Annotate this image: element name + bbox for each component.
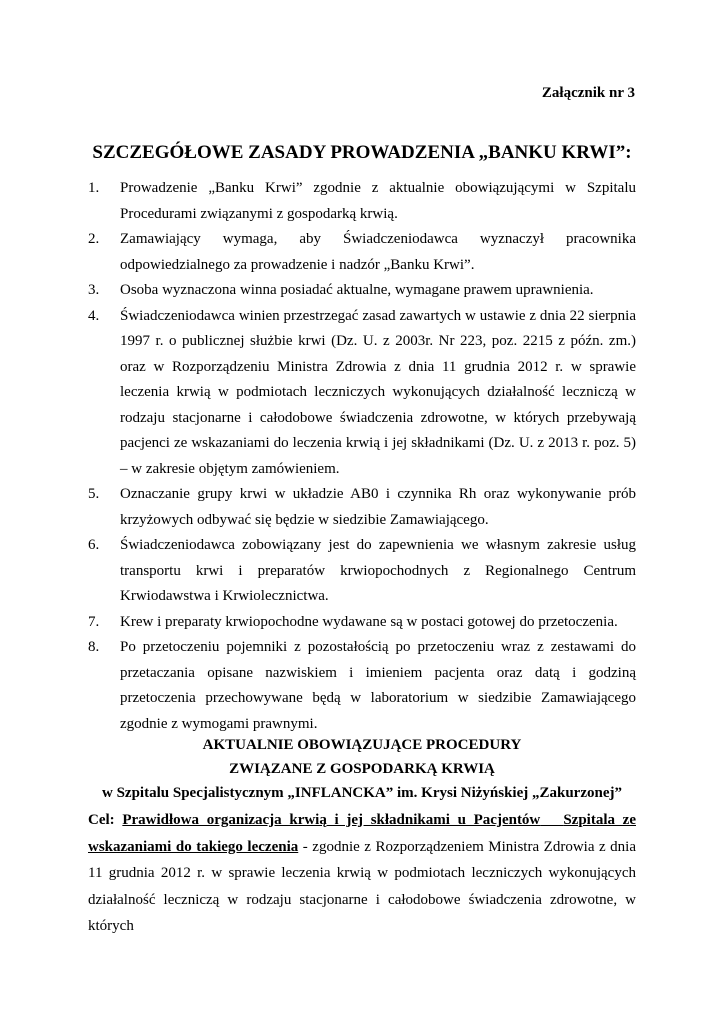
goal-underlined-text-2: Szpitala ze wskazaniami do takiego leczenia xyxy=(88,812,636,855)
procedures-heading-line-2: ZWIĄZANE Z GOSPODARKĄ KRWIĄ xyxy=(229,761,495,777)
goal-paragraph xyxy=(88,807,636,940)
annex-label: Załącznik nr 3 xyxy=(541,85,635,101)
list-item-number: 1. xyxy=(88,180,100,196)
list-item-text: Krew i preparaty krwiopochodne wydawane są w postaci gotowej do przetoczenia. xyxy=(120,613,618,630)
list-item xyxy=(0,227,724,278)
goal-gap xyxy=(540,812,563,828)
list-item-text: Po przetoczeniu pojemniki z pozostałością po przetoczeniu wraz z zestawami do przetaczania opisane nazwiskiem i imieniem pacjenta oraz datą i godziną przetoczenia przechowywane będą w laboratorium w siedzibie Zamawiającego zgodnie z wymogami prawnymi. xyxy=(120,639,636,732)
rules-list xyxy=(0,176,724,737)
list-item-number: 2. xyxy=(88,231,100,247)
list-item xyxy=(0,533,724,610)
list-item-text: Prowadzenie „Banku Krwi” zgodnie z aktualnie obowiązującymi w Szpitalu Procedurami związanymi z gospodarką krwią. xyxy=(120,180,636,222)
goal-underlined-text-1: Prawidłowa organizacja krwią i jej składnikami u Pacjentów xyxy=(122,812,541,828)
list-item xyxy=(0,482,724,533)
list-item-text: Świadczeniodawca winien przestrzegać zasad zawartych w ustawie z dnia 22 sierpnia 1997 r. o publicznej służbie krwi (Dz. U. z 2003r. Nr 223, poz. 2215 z późn. zm.) oraz w Rozporządzeniu Ministra Zdrowia z dnia 11 grudnia 2012 r. w sprawie leczenia krwią w podmiotach leczniczych wykonujących działalność leczniczą w rodzaju stacjonarne i całodobowe świadczenia zdrowotne, w których przebywają pacjenci ze wskazaniami do leczenia krwią i jej składnikami (Dz. U. z 2013 r. poz. 5) – w zakresie objętym zamówieniem. xyxy=(120,307,636,477)
list-item xyxy=(0,610,724,636)
document-title: SZCZEGÓŁOWE ZASADY PROWADZENIA „BANKU KRWI”: xyxy=(92,142,632,163)
list-item-number: 5. xyxy=(88,486,100,502)
list-item xyxy=(0,278,724,304)
list-item-number: 8. xyxy=(88,639,100,655)
list-item-text: Oznaczanie grupy krwi w układzie AB0 i czynnika Rh oraz wykonywanie prób krzyżowych odbywać się będzie w siedzibie Zamawiającego. xyxy=(120,486,636,528)
list-item-number: 3. xyxy=(88,282,100,298)
procedures-heading xyxy=(0,733,724,805)
procedures-heading-line-3: w Szpitalu Specjalistycznym „INFLANCKA” im. Krysi Niżyńskiej „Zakurzonej” xyxy=(102,785,622,801)
list-item xyxy=(0,635,724,737)
list-item-text: Zamawiający wymaga, aby Świadczeniodawca wyznaczył pracownika odpowiedzialnego za prowadzenie i nadzór „Banku Krwi”. xyxy=(120,231,636,273)
list-item xyxy=(0,176,724,227)
list-item-number: 4. xyxy=(88,307,100,324)
procedures-heading-line-1: AKTUALNIE OBOWIĄZUJĄCE PROCEDURY xyxy=(202,737,522,753)
list-item-text: Świadczeniodawca zobowiązany jest do zapewnienia we własnym zakresie usług transportu krwi i preparatów krwiopochodnych z Regionalnego Centrum Krwiodawstwa i Krwiolecznictwa. xyxy=(120,537,636,604)
goal-rest-text: - zgodnie z Rozporządzeniem Ministra Zdrowia z dnia 11 grudnia 2012 r. w sprawie leczenia krwią w podmiotach leczniczych wykonujących działalność leczniczą w rodzaju stacjonarne i całodobowe świadczenia zdrowotne, w których xyxy=(88,838,637,934)
goal-label: Cel: xyxy=(88,812,115,828)
list-item xyxy=(0,304,724,483)
list-item-number: 7. xyxy=(88,613,100,630)
list-item-number: 6. xyxy=(88,537,100,553)
list-item-text: Osoba wyznaczona winna posiadać aktualne, wymagane prawem uprawnienia. xyxy=(120,282,594,298)
